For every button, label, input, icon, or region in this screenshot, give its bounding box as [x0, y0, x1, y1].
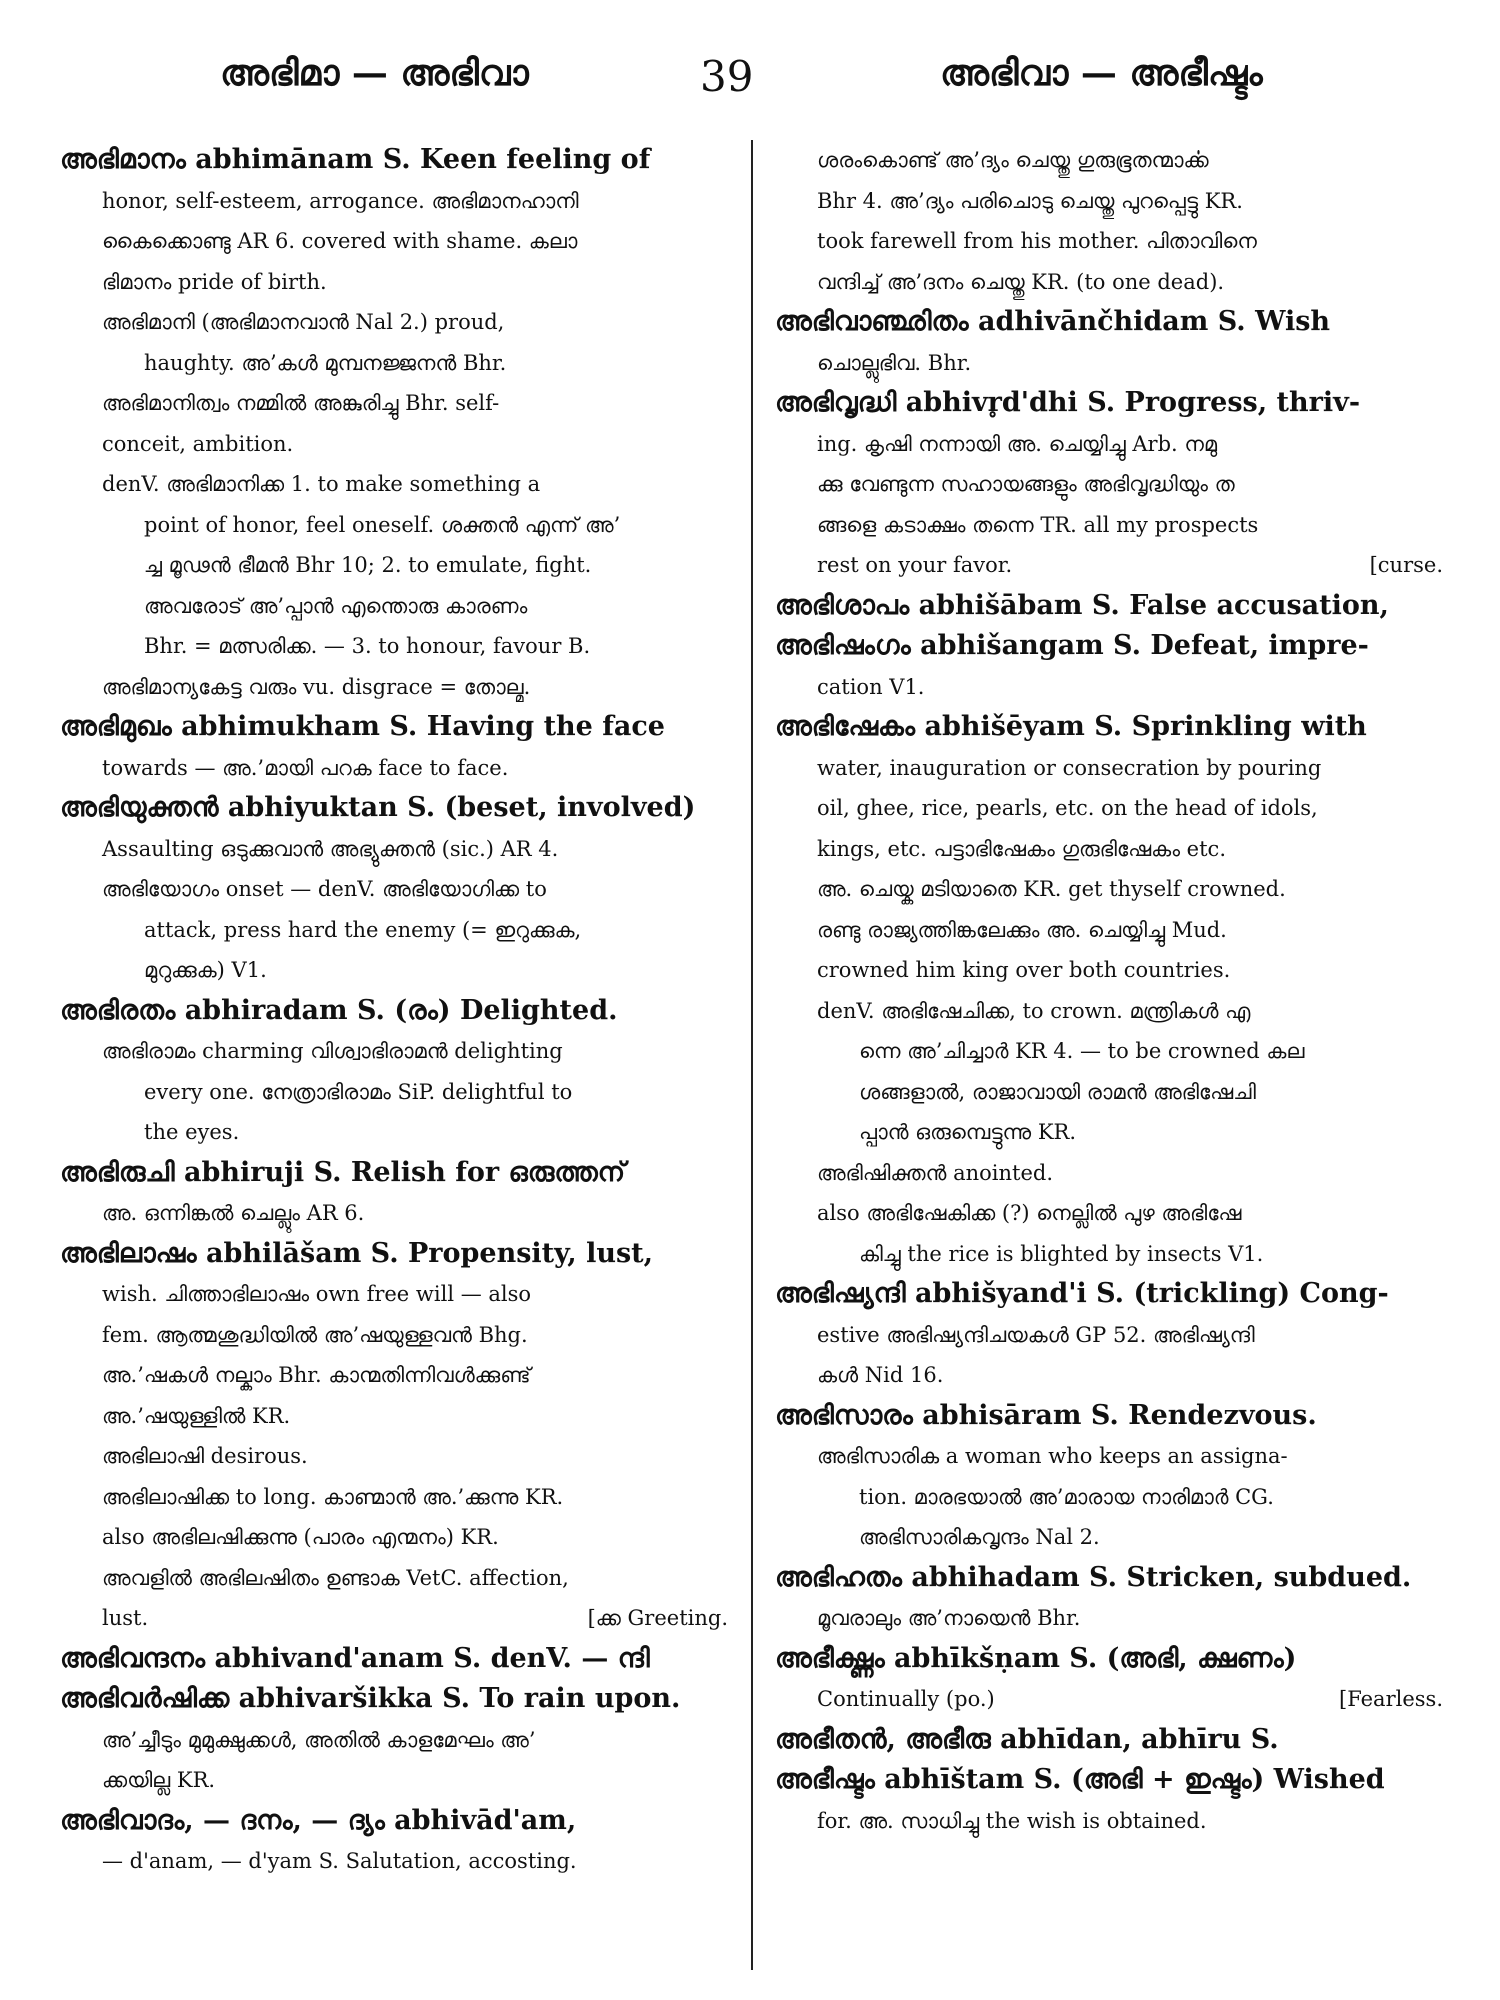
dictionary-text-line: also അഭിഷേകിക്ക (?) നെല്ലിൽ പുഴ അഭിഷേ: [817, 1201, 1242, 1225]
dictionary-headword-line: അഭിവന്ദനം abhivand'anam S. denV. — ന്ദി: [60, 1642, 650, 1674]
dictionary-headword-line: അഭിയുക്തൻ abhiyuktan S. (beset, involved): [60, 792, 696, 823]
line-text: Continually (po.): [817, 1687, 995, 1711]
dictionary-text-line: point of honor, feel oneself. ശക്തൻ എന്ന് അ’: [144, 512, 621, 537]
dictionary-text-line: took farewell from his mother. പിതാവിനെ: [817, 229, 1257, 253]
dictionary-text-line: അഭിഷിക്തൻ anointed.: [817, 1160, 1054, 1185]
dictionary-text-line: അ. ഒന്നിങ്കൽ ചെല്ലും AR 6.: [102, 1201, 365, 1225]
left-column: [60, 140, 728, 1970]
dictionary-text-line: kings, etc. പട്ടാഭിഷേകം ഗുരുഭിഷേകം etc.: [817, 836, 1226, 861]
dictionary-text-line: രണ്ടു രാജ്യത്തിങ്കലേക്കും അ. ചെയ്യിച്ചു Mud.: [817, 917, 1227, 942]
dictionary-text-line: അ.’ഷകൾ നല്കാം Bhr. കാന്മതിന്നിവൾക്കുണ്ട്: [102, 1363, 531, 1387]
dictionary-text-line: അ’ച്ചീടും മുമുക്ഷുക്കൾ, അതിൽ കാളമേഘം അ’: [102, 1727, 536, 1752]
dictionary-text-line: ച്ച മൂഢൻ ഭീമൻ Bhr 10; 2. to emulate, fight.: [144, 553, 592, 577]
dictionary-headword-line: അഭിലാഷം abhilāšam S. Propensity, lust,: [60, 1237, 654, 1269]
dictionary-text-line: അഭിമാന്യകേട്ട വരും vu. disgrace = തോല്മ.: [102, 674, 531, 699]
line-runover-text: [curse.: [1369, 553, 1443, 577]
dictionary-text-line: അവളിൽ അഭിലഷിതം ഉണ്ടാക VetC. affection,: [102, 1565, 569, 1590]
dictionary-text-line: അ.’ഷയുള്ളിൽ KR.: [102, 1403, 291, 1428]
dictionary-text-line: conceit, ambition.: [102, 431, 294, 456]
dictionary-text-line: അഭിയോഗം onset — denV. അഭിയോഗിക്ക to: [102, 877, 547, 901]
dictionary-text-line: ഭിമാനം pride of birth.: [102, 269, 327, 294]
dictionary-headword-line: അഭിഷ്യന്ദി abhišyand'i S. (trickling) Cong-: [775, 1278, 1389, 1309]
dictionary-text-line: കൾ Nid 16.: [817, 1363, 944, 1387]
dictionary-text-line: oil, ghee, rice, pearls, etc. on the head of idols,: [817, 796, 1318, 820]
dictionary-text-line: Bhr. = മത്സരിക്ക. — 3. to honour, favour B.: [144, 634, 591, 658]
dictionary-text-line: [775, 1679, 1443, 1720]
dictionary-text-line: honor, self-esteem, arrogance. അഭിമാനഹാനി: [102, 188, 579, 213]
dictionary-text-line: മൂവരാലും അ’നായെൻ Bhr.: [817, 1606, 1081, 1630]
dictionary-text-line: ing. കൃഷി നന്നായി അ. ചെയ്യിച്ചു Arb. നമു: [817, 431, 1218, 456]
dictionary-text-line: water, inauguration or consecration by pouring: [817, 755, 1322, 780]
dictionary-headword-line: അഭിവൃദ്ധി abhivr̥d'dhi S. Progress, thriv-: [775, 387, 1361, 418]
right-column: [775, 140, 1443, 1970]
dictionary-text-line: crowned him king over both countries.: [817, 958, 1231, 982]
dictionary-text-line: അ. ചെയ്ക മടിയാതെ KR. get thyself crowned.: [817, 877, 1286, 901]
dictionary-text-line: towards — അ.’മായി പറക face to face.: [102, 755, 509, 780]
dictionary-text-line: അഭിമാനി (അഭിമാനവാൻ Nal 2.) proud,: [102, 310, 505, 334]
dictionary-headword-line: അഭീഷ്ടം abhīštam S. (അഭി + ഇഷ്ടം) Wished: [775, 1764, 1385, 1795]
dictionary-text-line: അഭിലാഷിക്ക to long. കാണ്മാൻ അ.’ക്കുന്നു KR.: [102, 1484, 564, 1509]
dictionary-headword-line: അഭിവാദം, — ദനം, — ദ്യം abhivād'am,: [60, 1804, 577, 1836]
dictionary-text-line: പ്പാൻ ഒരുമ്പെട്ടുന്നു KR.: [859, 1120, 1077, 1144]
dictionary-headword-line: അഭിഷംഗം abhišangam S. Defeat, impre-: [775, 630, 1369, 661]
dictionary-text-line: for. അ. സാധിച്ചു the wish is obtained.: [817, 1808, 1207, 1833]
dictionary-text-line: the eyes.: [144, 1120, 240, 1144]
dictionary-text-line: അഭിസാരികവൃന്ദം Nal 2.: [859, 1525, 1100, 1549]
dictionary-text-line: അഭിലാഷി desirous.: [102, 1444, 308, 1468]
line-runover-text: [ക്ക Greeting.: [587, 1606, 728, 1630]
dictionary-headword-line: അഭിവാഞ്ഛിതം adhivānčhidam S. Wish: [775, 306, 1331, 337]
dictionary-headword-line: അഭിമുഖം abhimukham S. Having the face: [60, 711, 665, 742]
page-number: 39: [700, 52, 754, 101]
dictionary-text-line: അഭിരാമം charming വിശ്വാഭിരാമൻ delighting: [102, 1039, 563, 1063]
dictionary-headword-line: അഭീതൻ, അഭീരു abhīdan, abhīru S.: [775, 1723, 1279, 1755]
dictionary-text-line: അഭിസാരിക a woman who keeps an assigna-: [817, 1444, 1288, 1468]
dictionary-headword-line: അഭിരതം abhiradam S. (രം) Delighted.: [60, 994, 618, 1026]
dictionary-text-line: ശങ്ങളാൽ, രാജാവായി രാമൻ അഭിഷേചി: [859, 1079, 1256, 1104]
line-text: lust.: [102, 1606, 149, 1630]
dictionary-text-line: denV. അഭിമാനിക്ക 1. to make something a: [102, 472, 541, 496]
dictionary-text-line: — d'anam, — d'yam S. Salutation, accosting.: [102, 1849, 577, 1873]
header-right-guideword: അഭിവാ — അഭീഷ്ടം: [940, 52, 1263, 94]
dictionary-text-line: അഭിമാനിത്വം നമ്മിൽ അങ്കുരിച്ചു Bhr. self-: [102, 391, 500, 415]
dictionary-text-line: ചൊല്ലുഭിവ. Bhr.: [817, 350, 972, 375]
dictionary-headword-line: അഭിസാരം abhisāram S. Rendezvous.: [775, 1399, 1317, 1431]
page-header: [0, 52, 1500, 112]
dictionary-text-line: ക്കു വേണ്ടുന്ന സഹായങ്ങളും അഭിവൃദ്ധിയും ത: [817, 472, 1235, 496]
dictionary-text-line: ശരംകൊണ്ട് അ’ദ്യം ചെയ്തു ഗുരുഭൂതന്മാൎക്ക: [817, 148, 1209, 172]
dictionary-headword-line: അഭീക്ഷ്ണം abhīkšṇam S. (അഭി, ക്ഷണം): [775, 1642, 1297, 1674]
dictionary-text-line: കിച്ചു the rice is blighted by insects V1.: [859, 1241, 1264, 1266]
dictionary-text-line: estive അഭിഷ്യന്ദിചയകൾ GP 52. അഭിഷ്യന്ദി: [817, 1322, 1255, 1347]
dictionary-text-line: haughty. അ’കൾ മുമ്പനജ്ജനൻ Bhr.: [144, 350, 507, 375]
dictionary-text-line: cation V1.: [817, 674, 925, 699]
dictionary-headword-line: അഭിഹതം abhihadam S. Stricken, subdued.: [775, 1561, 1412, 1593]
dictionary-headword-line: അഭിഷേകം abhišēyam S. Sprinkling with: [775, 711, 1367, 742]
dictionary-headword-line: അഭിശാപം abhišābam S. False accusation,: [775, 589, 1389, 621]
dictionary-text-line: tion. മാരഭയാൽ അ’മാരായ നാരിമാർ CG.: [859, 1484, 1274, 1509]
dictionary-text-line: Bhr 4. അ’ദ്യം പരിചൊടു ചെയ്തു പുറപ്പെട്ടു KR.: [817, 188, 1243, 213]
dictionary-text-line: wish. ചിത്താഭിലാഷം own free will — also: [102, 1282, 532, 1306]
dictionary-text-line: fem. ആത്മശുദ്ധിയിൽ അ’ഷയുള്ളവൻ Bhg.: [102, 1322, 528, 1347]
dictionary-text-line: മുറുക്കുക) V1.: [144, 958, 267, 982]
dictionary-text-line: every one. നേത്രാഭിരാമം SiP. delightful to: [144, 1079, 573, 1104]
dictionary-headword-line: അഭിമാനം abhimānam S. Keen feeling of: [60, 144, 651, 175]
dictionary-text-line: ന്നെ അ’ചിച്ചാർ KR 4. — to be crowned കല: [859, 1039, 1305, 1063]
dictionary-text-line: Assaulting ഒടുക്കുവാൻ അഭ്യുക്തൻ (sic.) AR 4.: [102, 836, 559, 861]
dictionary-text-line: attack, press hard the enemy (= ഇറുക്കുക,: [144, 917, 582, 942]
dictionary-text-line: കൈക്കൊണ്ടു AR 6. covered with shame. കലാ: [102, 229, 578, 253]
dictionary-text-line: വന്ദിച്ച് അ’ദനം ചെയ്തു KR. (to one dead).: [817, 269, 1225, 294]
dictionary-text-line: ങ്ങളെ കടാക്ഷം തന്നെ TR. all my prospects: [817, 512, 1259, 537]
dictionary-text-line: അവരോട് അ’പ്പാൻ എന്തൊരു കാരണം: [144, 593, 528, 618]
dictionary-headword-line: അഭിരുചി abhiruji S. Relish for ഒരുത്തന്: [60, 1156, 626, 1188]
column-divider: [751, 140, 753, 1970]
line-text: rest on your favor.: [817, 553, 1013, 577]
dictionary-text-line: [775, 545, 1443, 586]
dictionary-text-line: [60, 1598, 728, 1639]
header-left-guideword: അഭിമാ — അഭിവാ: [220, 52, 529, 94]
dictionary-text-line: ക്കയില്ല KR.: [102, 1768, 216, 1792]
dictionary-text-line: denV. അഭിഷേചിക്ക, to crown. മന്ത്രികൾ എ: [817, 998, 1251, 1023]
dictionary-text-line: also അഭിലഷിക്കുന്നു (പാരം എന്മനം) KR.: [102, 1525, 499, 1549]
dictionary-headword-line: അഭിവർഷിക്ക abhivaršikka S. To rain upon.: [60, 1683, 681, 1714]
line-runover-text: [Fearless.: [1339, 1687, 1443, 1711]
